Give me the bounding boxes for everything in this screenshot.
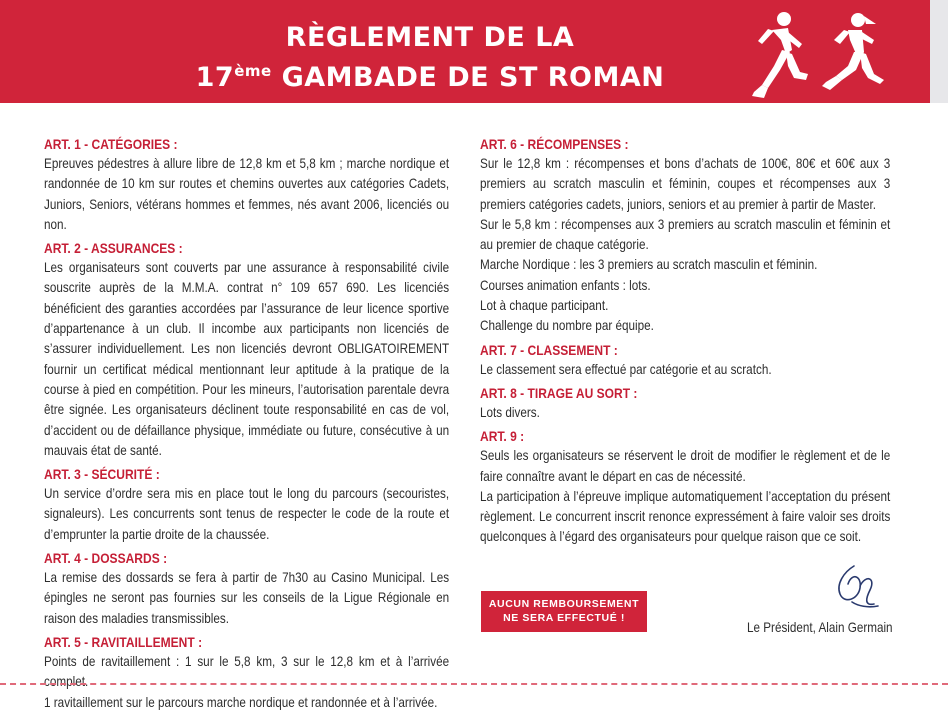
article-body <box>480 403 890 423</box>
article-title: ART. 5 - RAVITAILLEMENT : <box>44 633 203 650</box>
article-paragraph: Challenge du nombre par équipe. <box>480 318 654 334</box>
article-paragraph: Lot à chaque participant. <box>480 298 609 314</box>
article-section <box>44 238 449 461</box>
article-paragraph: Sur le 5,8 km : récompenses aux 3 premiers au scratch masculin et féminin et au premier de chaque catégorie. <box>480 216 891 253</box>
left-column <box>44 131 449 713</box>
article-paragraph: Un service d’ordre sera mis en place tout le long du parcours (secouristes, signaleurs). Les concurrents sont tenus de respecter le code de la route et d’emprunter la partie droite de la chaussée. <box>44 486 450 542</box>
article-title: ART. 4 - DOSSARDS : <box>44 550 168 567</box>
article-title: ART. 1 - CATÉGORIES : <box>44 136 178 152</box>
event-name: GAMBADE DE ST ROMAN <box>271 62 665 93</box>
article-title: ART. 8 - TIRAGE AU SORT : <box>480 384 638 401</box>
article-body <box>480 360 890 380</box>
edition-number: 17 <box>195 62 235 93</box>
article-section <box>44 464 449 545</box>
article-title: ART. 9 : <box>480 428 525 445</box>
article-section <box>44 548 449 629</box>
article-section <box>480 134 890 337</box>
president-signature <box>824 562 886 614</box>
article-title: ART. 3 - SÉCURITÉ : <box>44 466 160 483</box>
header-banner <box>0 0 948 103</box>
article-body <box>44 484 449 545</box>
article-body <box>44 258 449 461</box>
article-paragraph: La remise des dossards se fera à partir de 7h30 au Casino Municipal. Les épingles ne seront pas fournies sur les conseils de la Ligue Régionale en raison des maladies transmissibles. <box>44 570 450 626</box>
article-paragraph: Sur le 12,8 km : récompenses et bons d’achats de 100€, 80€ et 60€ aux 3 premiers au scratch masculin et féminin, coupes et récompenses aux 3 premiers catégories cadets, juniors, seniors et au premier à partir de Master. <box>480 156 891 212</box>
article-body <box>480 154 890 337</box>
right-column <box>480 131 890 548</box>
no-refund-notice <box>481 591 647 632</box>
article-section <box>44 632 449 713</box>
article-paragraph: Epreuves pédestres à allure libre de 12,8 km et 5,8 km ; marche nordique et randonnée de 10 km sur routes et chemins ouvertes aux catégories Cadets, Juniors, Seniors, vétérans hommes et femmes, nés avant 2006, licenciés ou non. <box>44 156 450 232</box>
article-section <box>44 134 449 235</box>
edition-suffix: ème <box>234 62 272 80</box>
article-title: ART. 7 - CLASSEMENT : <box>480 341 618 358</box>
article-paragraph: Les organisateurs sont couverts par une assurance à responsabilité civile souscrite auprès de la M.M.A. contrat n° 109 657 690. Les licenciés bénéficient des garanties accordées par l’assurance de leur licence sportive d’appartenance à un club. Il incombe aux participants non licenciés de s’assurer individuellement. Les non licenciés devront OBLIGATOIREMENT fournir un certificat médical mentionnant leur aptitude à la pratique de la course à pied en compétition. Pour les mineurs, l’autorisation parentale devra être signée. Les organisateurs déclinent toute responsabilité en cas de vol, d’accident ou de défaillance physique, immédiate ou future, consécutive à un mauvais état de santé. <box>44 260 450 458</box>
article-paragraph: Lots divers. <box>480 404 540 420</box>
title-line-2 <box>150 54 710 95</box>
notice-line-2: NE SERA EFFECTUÉ ! <box>503 612 625 624</box>
title-line-1: RÈGLEMENT DE LA <box>285 22 575 53</box>
article-paragraph: Marche Nordique : les 3 premiers au scratch masculin et féminin. <box>480 257 818 273</box>
header-edge <box>930 0 948 103</box>
president-name: Le Président, Alain Germain <box>747 620 893 635</box>
article-body <box>480 446 890 547</box>
article-title: ART. 2 - ASSURANCES : <box>44 240 183 257</box>
article-title: ART. 6 - RÉCOMPENSES : <box>480 136 629 152</box>
article-section <box>480 383 890 423</box>
article-body <box>44 154 449 235</box>
cut-line-divider <box>0 683 948 685</box>
page-title <box>150 22 710 95</box>
female-runner-icon <box>818 10 888 100</box>
article-section <box>480 340 890 380</box>
article-paragraph: La participation à l’épreuve implique automatiquement l’acceptation du présent règlement. Le concurrent inscrit renonce expressément à faire valoir ses droits quelconques à l’égard des organisateurs pour quelque raison que ce soit. <box>480 488 891 545</box>
male-runner-icon <box>748 10 810 100</box>
article-paragraph: Le classement sera effectué par catégorie et au scratch. <box>480 361 772 377</box>
article-section <box>480 426 890 547</box>
notice-line-1: AUCUN REMBOURSEMENT <box>488 598 640 610</box>
article-paragraph: Seuls les organisateurs se réservent le droit de modifier le règlement et de le faire connaître avant le départ en cas de nécessité. <box>480 448 891 484</box>
article-paragraph: Points de ravitaillement : 1 sur le 5,8 km, 3 sur le 12,8 km et à l’arrivée complet. <box>44 653 450 690</box>
article-paragraph: 1 ravitaillement sur le parcours marche nordique et randonnée et à l’arrivée. <box>44 694 438 710</box>
article-body <box>44 568 449 629</box>
article-paragraph: Courses animation enfants : lots. <box>480 277 651 293</box>
